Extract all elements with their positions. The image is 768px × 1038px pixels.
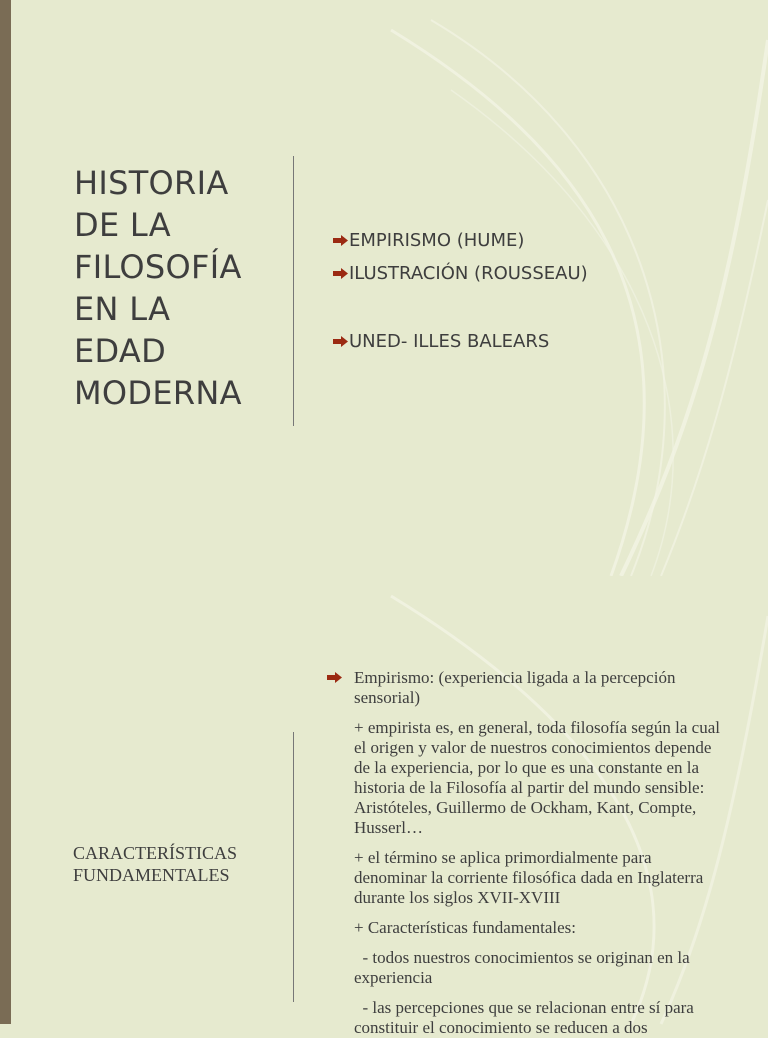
page-title	[74, 162, 242, 414]
title-line: EDAD	[74, 332, 167, 370]
arrow-bullet-icon	[333, 336, 348, 347]
paragraph: + empirista es, en general, toda filosofía según la cual el origen y valor de nuestros conocimientos depende de la experiencia, por lo que es una constante en la historia de la Filosofía al partir del mundo sensible: Aristóteles, Guillermo de Ockham, Kant, Compte, Husserl…	[354, 718, 720, 837]
paragraph: - todos nuestros conocimientos se originan en la experiencia	[354, 948, 694, 987]
paragraph: + el término se aplica primordialmente para denominar la corriente filosófica dada en Inglaterra durante los siglos XVII-XVIII	[354, 848, 704, 907]
paragraph: - las percepciones que se relacionan entre sí para constituir el conocimiento se reducen a dos	[354, 998, 699, 1037]
list-item	[333, 257, 588, 290]
arrow-bullet-icon	[333, 235, 348, 246]
bullet-list	[333, 224, 588, 358]
arrow-bullet-icon	[333, 268, 348, 279]
slide-2	[11, 576, 768, 1037]
content-body	[327, 668, 727, 1038]
list-item	[333, 224, 588, 257]
subtitle-line: FUNDAMENTALES	[73, 865, 230, 885]
slide-1	[11, 0, 768, 576]
title-line: EN LA	[74, 290, 171, 328]
paragraph: + Características fundamentales:	[354, 918, 576, 937]
list-item-label: EMPIRISMO (HUME)	[349, 230, 525, 251]
left-accent-bar	[0, 0, 11, 1024]
title-line: DE LA	[74, 206, 171, 244]
arrow-bullet-icon	[327, 672, 342, 683]
list-item-label: UNED- ILLES BALEARS	[349, 331, 550, 352]
title-line: HISTORIA	[74, 164, 229, 202]
divider-line	[293, 156, 294, 426]
title-line: MODERNA	[74, 374, 242, 412]
section-subtitle	[73, 842, 237, 886]
bullet-lead-text: Empirismo: (experiencia ligada a la percepción sensorial)	[354, 668, 676, 707]
list-item	[333, 325, 588, 358]
list-item	[327, 668, 727, 708]
divider-line	[293, 732, 294, 1002]
list-item-label: ILUSTRACIÓN (ROUSSEAU)	[349, 263, 588, 284]
title-line: FILOSOFÍA	[74, 248, 242, 286]
subtitle-line: CARACTERÍSTICAS	[73, 843, 238, 863]
